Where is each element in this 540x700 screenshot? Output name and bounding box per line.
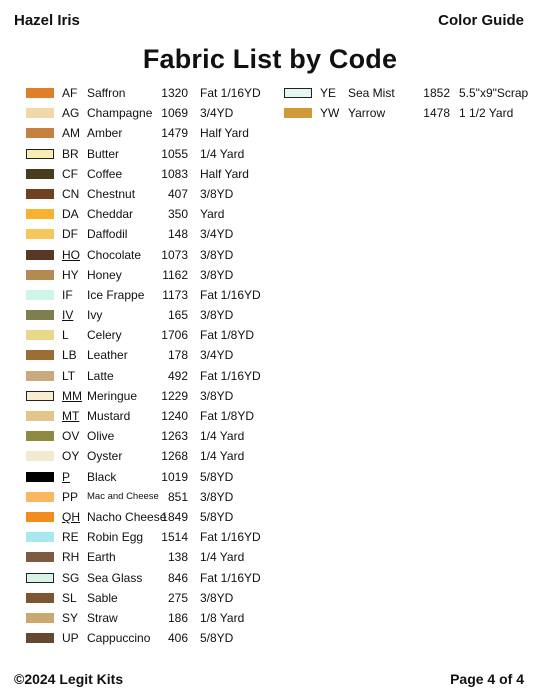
fabric-number: 1173	[162, 287, 188, 302]
color-swatch	[26, 88, 54, 98]
fabric-code: SL	[62, 590, 77, 605]
fabric-code: IF	[62, 287, 73, 302]
fabric-name: Leather	[87, 348, 128, 363]
fabric-amount: Fat 1/8YD	[200, 328, 255, 343]
fabric-amount: 1/4 Yard	[200, 550, 245, 565]
fabric-code: MT	[62, 409, 80, 423]
fabric-number: 350	[167, 207, 188, 222]
fabric-amount: Half Yard	[200, 126, 249, 141]
fabric-name: Honey	[87, 267, 122, 282]
fabric-code: DA	[62, 207, 79, 222]
color-swatch	[26, 552, 54, 562]
fabric-code: UP	[62, 631, 79, 646]
footer-copyright: ©2024 Legit Kits	[14, 671, 124, 687]
fabric-code: AF	[62, 86, 78, 100]
fabric-name: Celery	[87, 328, 122, 343]
fabric-name: Mustard	[87, 409, 131, 423]
fabric-amount: 3/8YD	[200, 247, 234, 262]
fabric-code: HY	[62, 267, 79, 282]
fabric-code: MM	[62, 388, 82, 403]
fabric-number: 1263	[161, 429, 188, 444]
fabric-number: 1240	[161, 409, 188, 423]
fabric-amount: 3/4YD	[200, 106, 234, 121]
color-swatch	[26, 371, 54, 381]
fabric-name: Meringue	[87, 388, 138, 403]
fabric-number: 1478	[423, 106, 450, 121]
fabric-amount: 1/4 Yard	[200, 429, 245, 444]
fabric-number: 1852	[423, 86, 450, 100]
fabric-code: DF	[62, 227, 78, 242]
fabric-number: 1849	[161, 509, 188, 524]
fabric-number: 1268	[161, 449, 188, 464]
fabric-name: Saffron	[87, 86, 126, 100]
footer-page-number: Page 4 of 4	[450, 671, 524, 687]
color-swatch	[26, 532, 54, 542]
fabric-name: Cheddar	[87, 207, 134, 222]
fabric-number: 275	[167, 590, 188, 605]
color-swatch	[26, 451, 54, 461]
fabric-name: Sea Glass	[87, 570, 143, 585]
fabric-name: Ice Frappe	[87, 287, 145, 302]
fabric-code: P	[62, 469, 71, 484]
color-swatch	[26, 492, 54, 502]
fabric-name: Chestnut	[87, 186, 136, 201]
fabric-code: CF	[62, 166, 78, 181]
fabric-code: AM	[62, 126, 80, 141]
fabric-amount: 3/8YD	[200, 267, 234, 282]
color-swatch	[26, 512, 54, 522]
color-swatch	[26, 290, 54, 300]
fabric-code: OV	[62, 429, 80, 444]
color-swatch	[26, 391, 54, 401]
color-swatch	[26, 431, 54, 441]
color-swatch	[26, 108, 54, 118]
fabric-amount: 5.5"x9"Scrap	[459, 86, 529, 100]
fabric-name: Robin Egg	[87, 530, 144, 545]
fabric-name: Chocolate	[87, 247, 142, 262]
fabric-name: Daffodil	[87, 227, 128, 242]
fabric-code: AG	[62, 106, 80, 121]
fabric-code: YE	[320, 86, 337, 100]
header-pattern-name: Hazel Iris	[14, 12, 80, 29]
fabric-amount: Fat 1/16YD	[200, 86, 261, 100]
fabric-name: Earth	[87, 550, 116, 565]
fabric-amount: Half Yard	[200, 166, 249, 181]
fabric-amount: 3/4YD	[200, 227, 234, 242]
fabric-name: Champagne	[87, 106, 153, 121]
fabric-code: CN	[62, 186, 80, 201]
color-swatch	[26, 149, 54, 159]
fabric-number: 1055	[161, 146, 188, 161]
fabric-amount: 1/4 Yard	[200, 146, 245, 161]
fabric-code: BR	[62, 146, 79, 161]
fabric-code: SY	[62, 610, 79, 625]
color-swatch	[26, 229, 54, 239]
fabric-amount: 3/8YD	[200, 186, 234, 201]
fabric-number: 406	[167, 631, 188, 646]
fabric-number: 1706	[161, 328, 188, 343]
fabric-code: SG	[62, 570, 80, 585]
fabric-amount: 3/8YD	[200, 308, 234, 323]
fabric-code: HO	[62, 247, 80, 262]
color-swatch	[26, 209, 54, 219]
fabric-number: 407	[167, 186, 188, 201]
fabric-number: 165	[167, 308, 188, 323]
fabric-amount: 1 1/2 Yard	[459, 106, 514, 121]
fabric-code: IV	[62, 308, 74, 323]
fabric-amount: 1/8 Yard	[200, 610, 245, 625]
fabric-amount: Fat 1/16YD	[200, 530, 261, 545]
color-swatch	[26, 613, 54, 623]
fabric-amount: 5/8YD	[200, 469, 234, 484]
fabric-name: Straw	[87, 610, 118, 625]
fabric-code: RE	[62, 530, 79, 545]
fabric-number: 1320	[161, 86, 188, 100]
fabric-code: RH	[62, 550, 80, 565]
fabric-number: 1514	[161, 530, 188, 545]
fabric-amount: 3/4YD	[200, 348, 234, 363]
fabric-code: OY	[62, 449, 80, 464]
fabric-name: Mac and Cheese	[87, 490, 159, 502]
fabric-amount: 5/8YD	[200, 631, 234, 646]
fabric-name: Butter	[87, 146, 120, 161]
fabric-code: PP	[62, 489, 79, 504]
color-swatch	[26, 593, 54, 603]
page-title: Fabric List by Code	[142, 44, 398, 74]
fabric-code: YW	[320, 106, 340, 121]
fabric-code: LT	[62, 368, 76, 383]
fabric-amount: 3/8YD	[200, 590, 234, 605]
fabric-number: 178	[167, 348, 188, 363]
fabric-name: Yarrow	[348, 106, 386, 121]
fabric-name: Oyster	[87, 449, 123, 464]
fabric-number: 1073	[161, 247, 188, 262]
fabric-amount: Fat 1/16YD	[200, 570, 261, 585]
fabric-amount: Fat 1/16YD	[200, 287, 261, 302]
color-swatch	[26, 270, 54, 280]
color-swatch	[284, 108, 312, 118]
fabric-number: 846	[167, 570, 188, 585]
color-swatch	[284, 88, 312, 98]
header-guide-label: Color Guide	[438, 12, 524, 29]
color-swatch	[26, 633, 54, 643]
fabric-number: 1083	[161, 166, 188, 181]
fabric-number: 1162	[162, 267, 188, 282]
color-swatch	[26, 411, 54, 421]
fabric-amount: 3/8YD	[200, 489, 234, 504]
fabric-number: 492	[167, 368, 188, 383]
fabric-number: 148	[167, 227, 188, 242]
color-swatch	[26, 573, 54, 583]
fabric-number: 1019	[161, 469, 188, 484]
fabric-amount: 5/8YD	[200, 509, 234, 524]
fabric-number: 1069	[161, 106, 188, 121]
fabric-code: LB	[62, 348, 77, 363]
fabric-code: L	[62, 328, 69, 343]
fabric-amount: 1/4 Yard	[200, 449, 245, 464]
fabric-name: Ivy	[87, 308, 103, 323]
color-swatch	[26, 350, 54, 360]
fabric-name: Nacho Cheese	[87, 509, 167, 524]
fabric-name: Coffee	[87, 166, 123, 181]
color-swatch	[26, 189, 54, 199]
fabric-name: Latte	[87, 368, 114, 383]
color-swatch	[26, 250, 54, 260]
fabric-number: 1479	[161, 126, 188, 141]
fabric-amount: 3/8YD	[200, 388, 234, 403]
fabric-code: QH	[62, 509, 80, 524]
fabric-name: Sable	[87, 590, 118, 605]
fabric-number: 186	[167, 610, 188, 625]
fabric-name: Amber	[87, 126, 123, 141]
fabric-name: Cappuccino	[87, 631, 151, 646]
fabric-number: 1229	[161, 388, 188, 403]
color-swatch	[26, 330, 54, 340]
color-swatch	[26, 128, 54, 138]
fabric-number: 851	[167, 489, 188, 504]
fabric-number: 138	[167, 550, 188, 565]
color-swatch	[26, 169, 54, 179]
fabric-amount: Fat 1/16YD	[200, 368, 261, 383]
color-swatch	[26, 472, 54, 482]
fabric-name: Black	[87, 469, 117, 484]
fabric-name: Sea Mist	[348, 86, 395, 100]
fabric-name: Olive	[87, 429, 115, 444]
fabric-amount: Yard	[200, 207, 225, 222]
fabric-amount: Fat 1/8YD	[200, 409, 255, 423]
color-swatch	[26, 310, 54, 320]
